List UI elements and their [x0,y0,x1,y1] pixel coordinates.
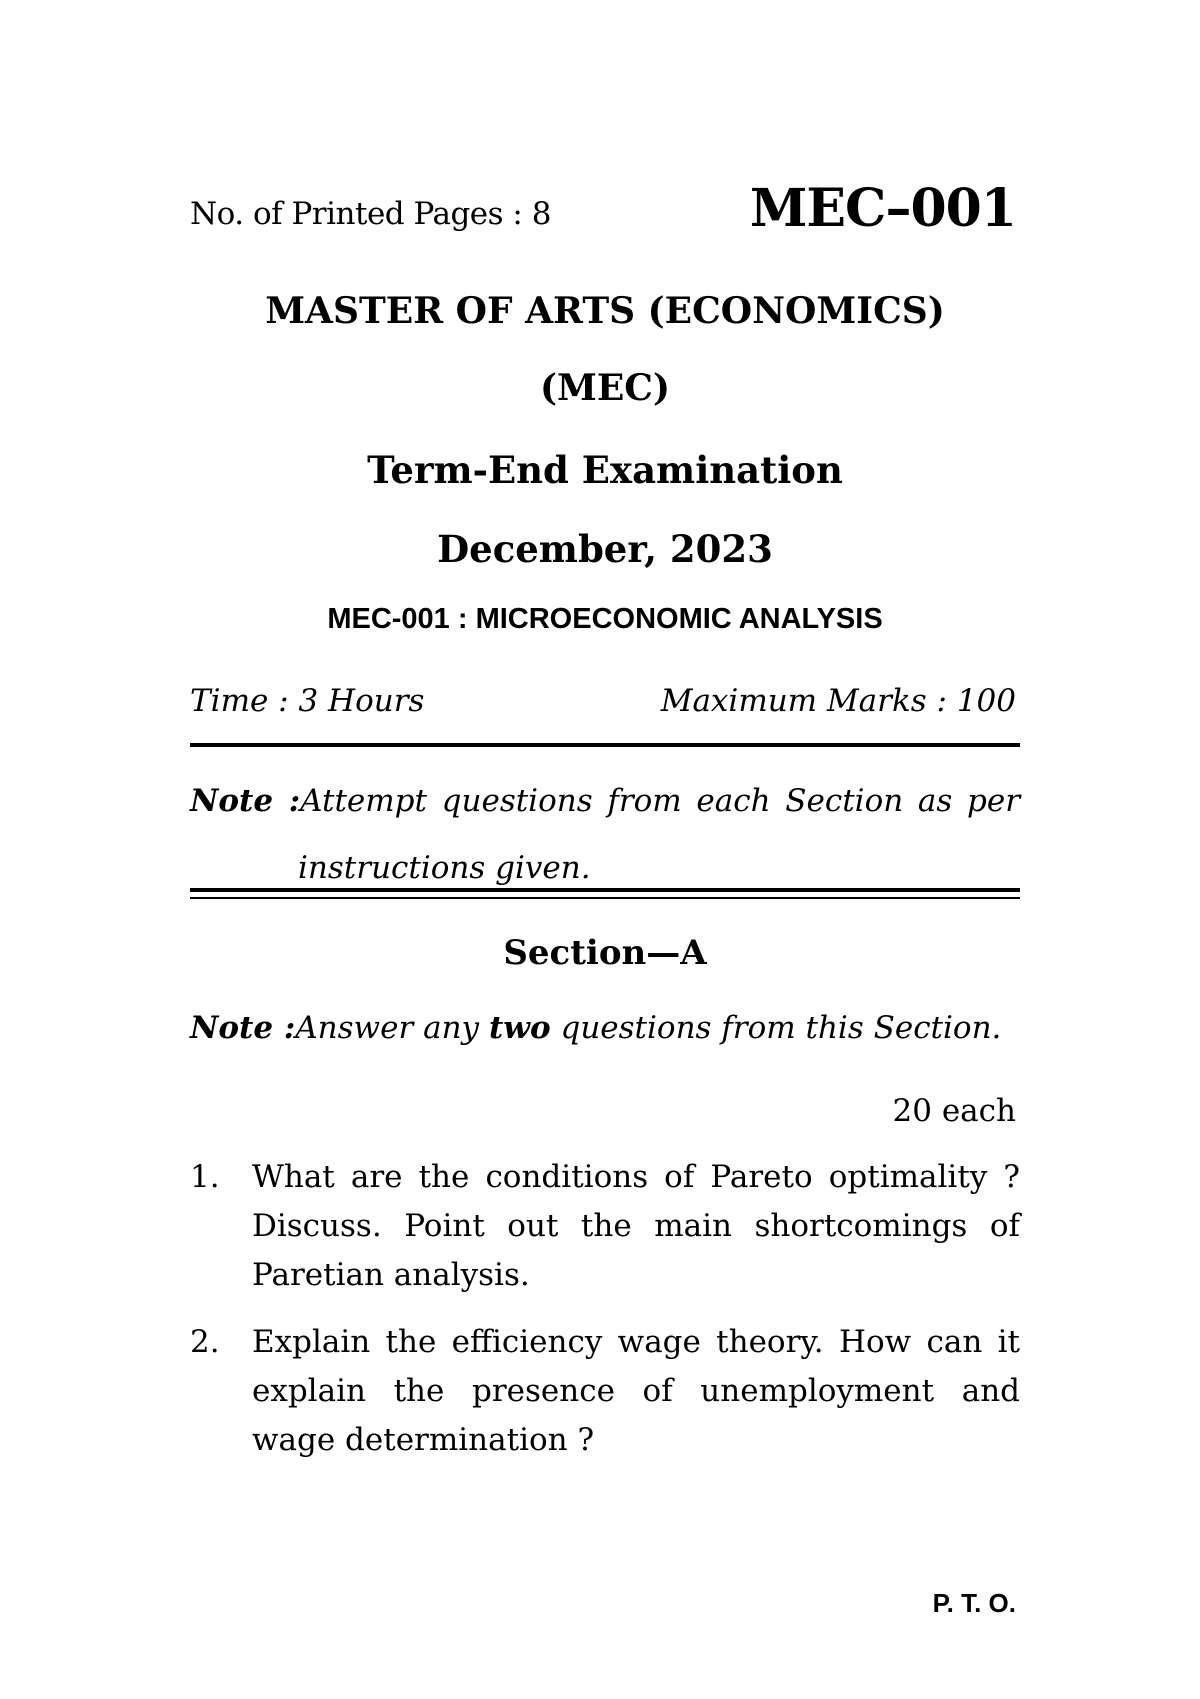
section-note-pre: Answer any [295,1010,489,1046]
question-number: 2. [190,1324,220,1360]
maximum-marks: Maximum Marks : 100 [660,683,1016,719]
program-code: (MEC) [539,367,670,409]
section-note-post: questions from this Section. [550,1010,1002,1046]
question-number: 1. [190,1159,220,1195]
header-row [190,178,1020,248]
section-note-label: Note : [190,1010,296,1046]
marks-per-question: 20 each [892,1093,1016,1129]
general-note-line-2: instructions given. [298,850,591,886]
note-label: Note : [190,783,301,819]
course-title: MEC-001 : MICROECONOMIC ANALYSIS [327,603,883,635]
exam-date: December, 2023 [437,527,773,571]
section-note-emphasis: two [488,1010,551,1046]
question-text: What are the conditions of Pareto optimality ? Discuss. Point out the main shortcomings of Paretian analysis. [252,1159,1020,1293]
general-note-text: Attempt questions from each Section as per [300,783,1021,819]
section-a-title: Section—A [503,933,707,973]
printed-pages-count: No. of Printed Pages : 8 [190,196,551,232]
divider-rule [190,743,1020,747]
degree-title: MASTER OF ARTS (ECONOMICS) [265,290,945,332]
double-divider-rule [190,888,1020,899]
question-1 [190,1153,1020,1300]
section-a-note [190,1010,1020,1046]
please-turn-over: P. T. O. [932,1588,1016,1618]
question-text: Explain the efficiency wage theory. How can it explain the presence of unemployment and wage determination ? [252,1324,1020,1458]
general-note-line-1 [190,768,1020,835]
question-2 [190,1318,1020,1465]
exam-title: Term-End Examination [367,448,843,492]
time-allowed: Time : 3 Hours [190,683,425,719]
course-code: MEC–001 [749,178,1016,239]
exam-page [190,0,1020,1699]
general-note [190,768,1020,902]
